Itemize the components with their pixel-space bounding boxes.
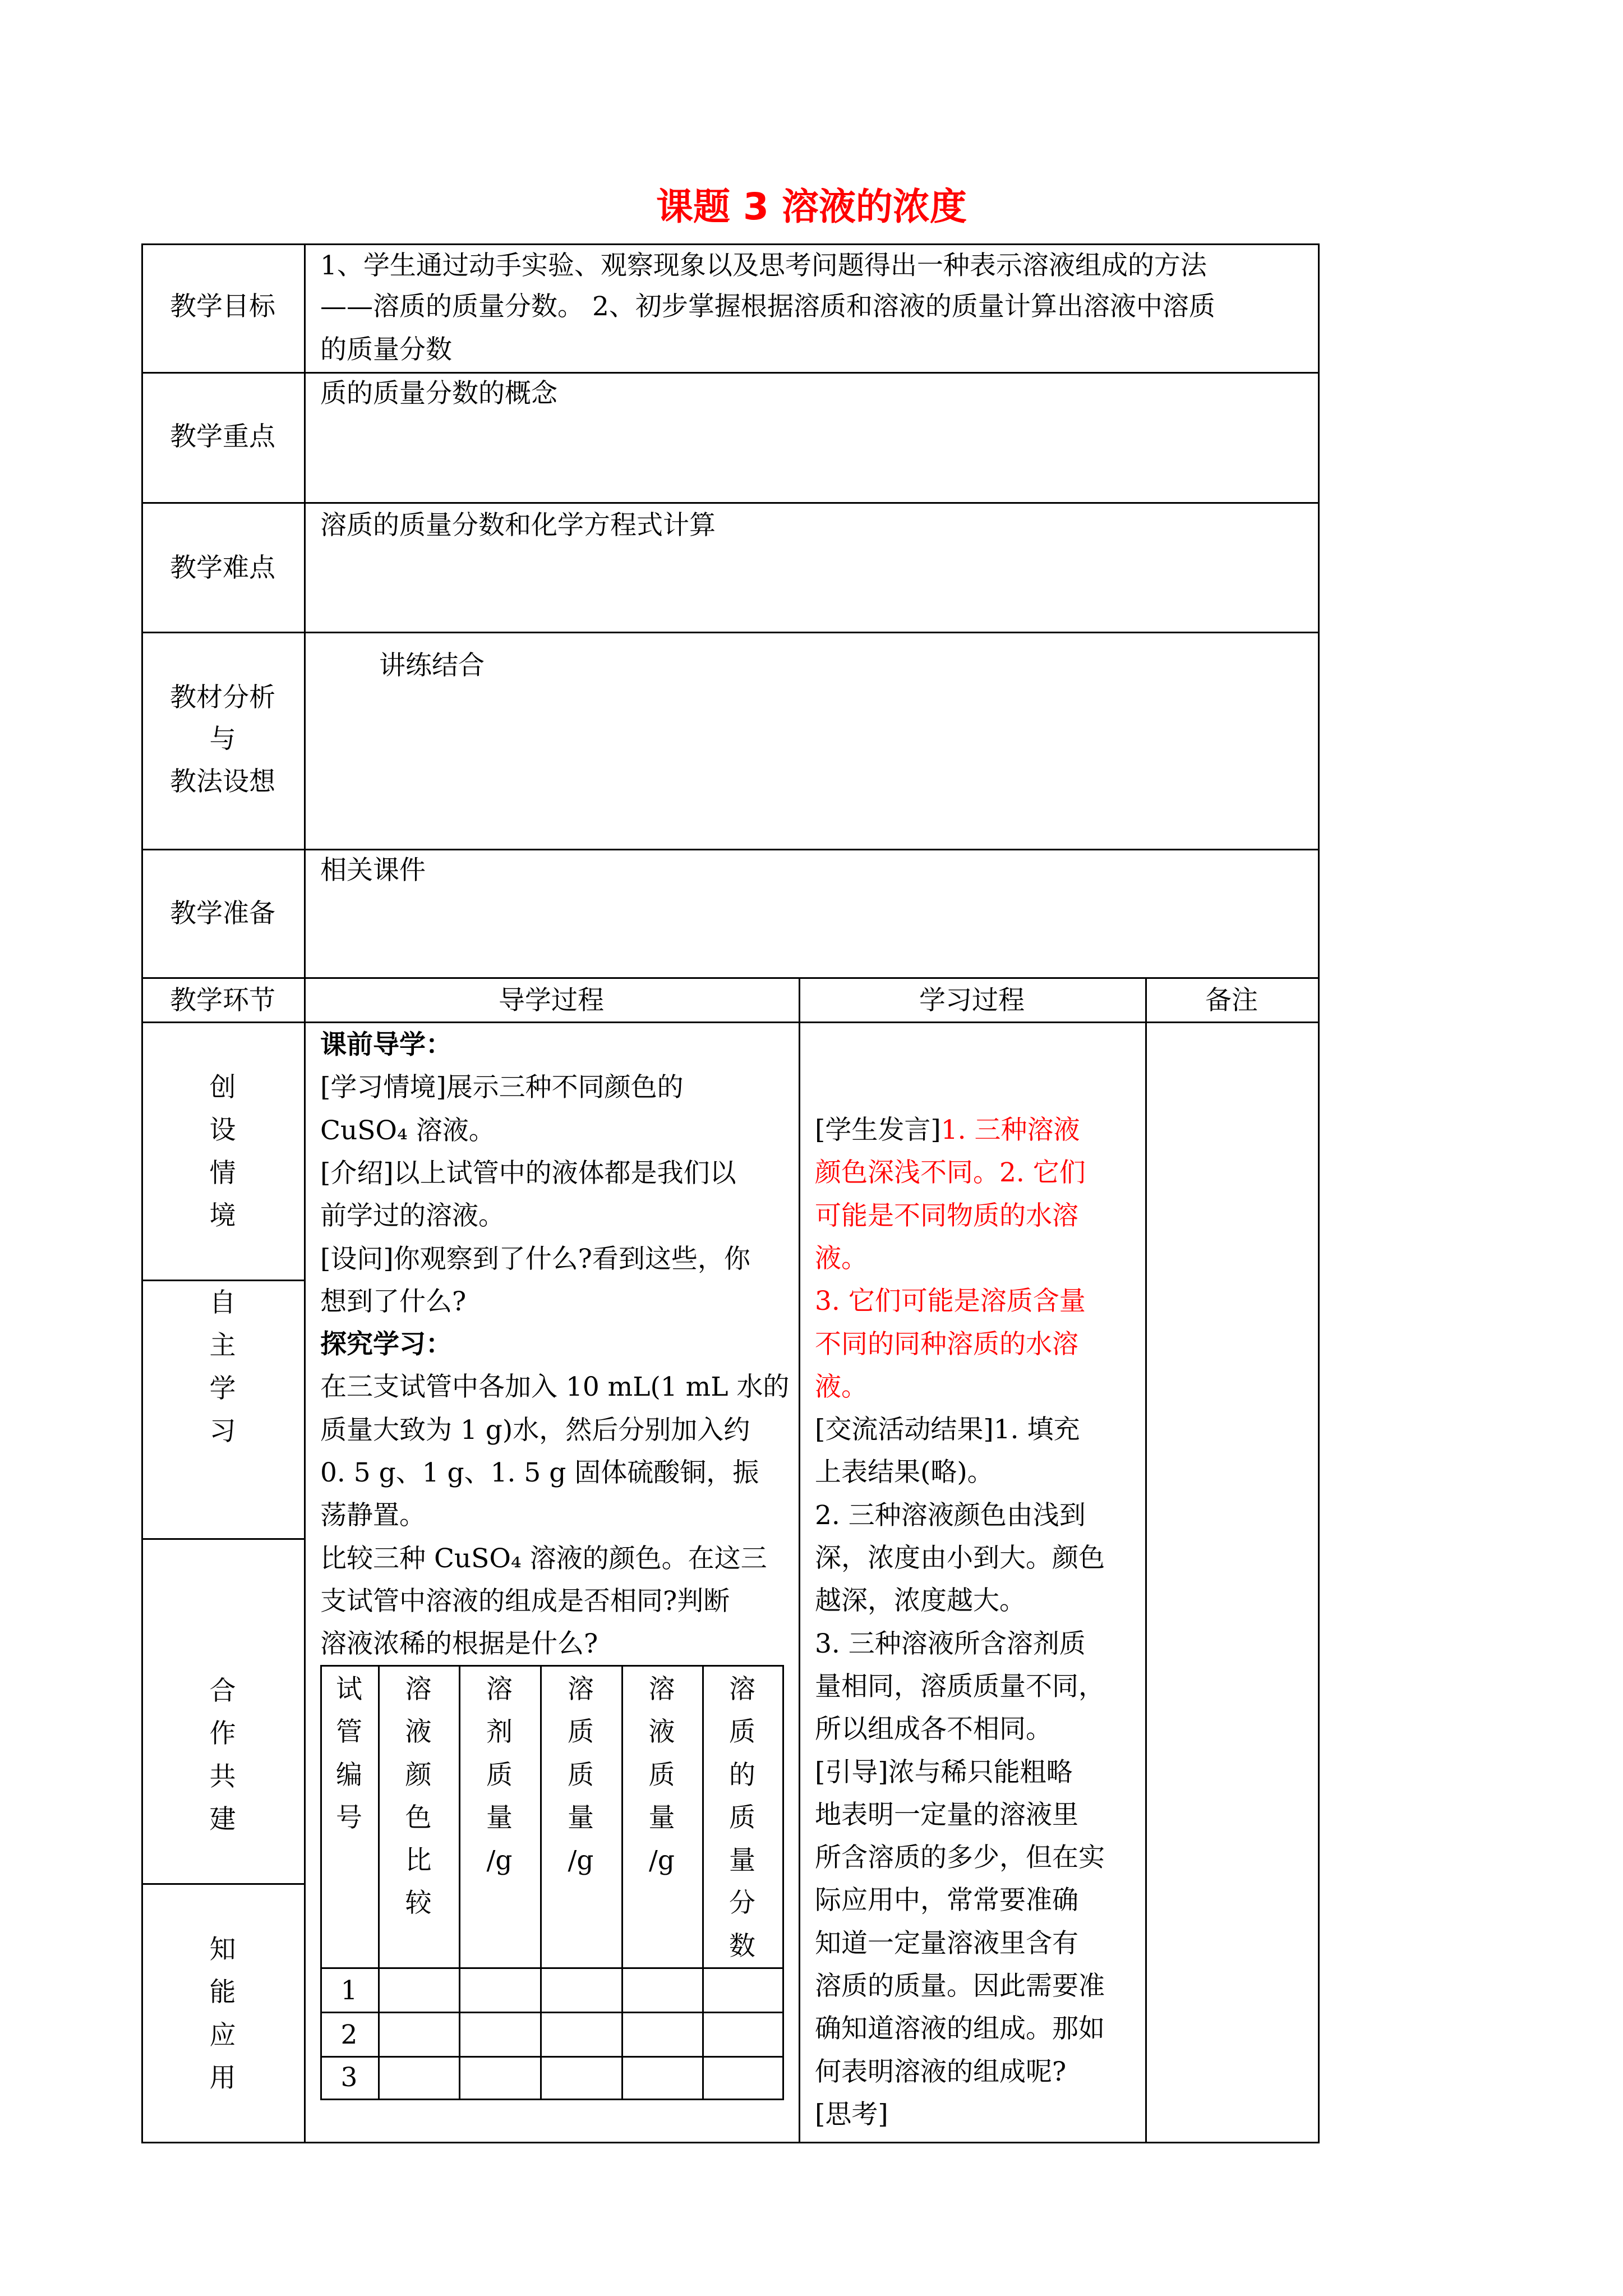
study-line: [815, 1366, 868, 1409]
inner-table-header: 溶质的质量分数: [729, 1674, 755, 1962]
table-rule: [141, 849, 1320, 850]
table-rule: [141, 502, 1320, 504]
stage-label: 自主学习: [209, 1287, 236, 1447]
study-line: [815, 1665, 1105, 1708]
column-header: 备注: [1205, 985, 1258, 1016]
text-segment: 上表结果(略)。: [815, 1457, 994, 1488]
study-line: [815, 2008, 1105, 2050]
guide-line: [320, 1195, 505, 1237]
inner-table-divider: [702, 1665, 704, 2099]
inner-table-header: 溶剂质量/g: [486, 1674, 513, 1876]
study-line: [815, 1623, 1086, 1665]
inner-table-header: 试管编号: [336, 1674, 362, 1833]
inner-table-rule: [320, 2099, 784, 2100]
study-line: [815, 1965, 1105, 2008]
text-segment: 深，浓度由小到大。颜色: [815, 1543, 1105, 1573]
inner-table-rule: [320, 2056, 784, 2058]
guide-line: [320, 1452, 759, 1494]
text-segment: [思考]: [815, 2099, 888, 2130]
guide-line: [320, 1494, 426, 1537]
study-line: [815, 1237, 868, 1280]
study-line: [815, 1708, 1052, 1751]
text-segment: 比较三种 CuSO₄ 溶液的颜色。在这三: [320, 1543, 767, 1574]
page-title: 课题 3 溶液的浓度: [656, 185, 967, 228]
row-content: 的质量分数: [320, 334, 452, 365]
row-label: 教材分析: [170, 682, 275, 713]
row-label: 教学重点: [170, 421, 275, 452]
text-segment: 课前导学：: [320, 1029, 452, 1060]
study-line: [815, 1794, 1078, 1837]
text-segment: 所以组成各不相同。: [815, 1714, 1052, 1745]
text-segment: 0. 5 g、1 g、1. 5 g 固体硫酸铜，振: [320, 1457, 759, 1488]
student-answer-text: 液。: [815, 1371, 868, 1402]
inner-table-divider: [378, 1665, 380, 2099]
inner-table-header: 溶质质量/g: [568, 1674, 594, 1876]
student-answer-text: 3. 它们可能是溶质含量: [815, 1286, 1086, 1317]
row-label: 教学准备: [170, 898, 275, 929]
study-line: [815, 2051, 1066, 2093]
study-line: [815, 2093, 888, 2136]
row-content: 相关课件: [320, 855, 426, 886]
study-line: [815, 1451, 994, 1494]
text-segment: [学习情境]展示三种不同颜色的: [320, 1072, 684, 1103]
text-segment: 3. 三种溶液所含溶剂质: [815, 1628, 1086, 1659]
stage-divider: [141, 1883, 304, 1885]
row-content: 讲练结合: [379, 650, 485, 681]
study-line: [815, 1751, 1073, 1794]
text-segment: 际应用中，常常要准确: [815, 1885, 1078, 1916]
text-segment: 想到了什么?: [320, 1286, 467, 1317]
text-segment: 知道一定量溶液里含有: [815, 1927, 1078, 1959]
table-rule: [141, 977, 1320, 979]
guide-line: [320, 1281, 466, 1323]
row-label: 教学难点: [170, 553, 275, 583]
guide-line: [320, 1366, 789, 1409]
study-line: [815, 1280, 1086, 1323]
study-line: [815, 1195, 1078, 1237]
inner-table-divider: [621, 1665, 623, 2099]
student-answer-text: 液。: [815, 1243, 868, 1274]
inner-table-header: 溶液质量/g: [648, 1674, 675, 1876]
text-segment: 探究学习：: [320, 1329, 452, 1360]
text-segment: 在三支试管中各加入 10 mL(1 mL 水的: [320, 1372, 790, 1403]
column-divider: [304, 243, 306, 2142]
student-answer-text: 颜色深浅不同。2. 它们: [815, 1157, 1086, 1189]
inner-table-divider: [782, 1665, 784, 2099]
guide-line: [320, 1110, 495, 1152]
inner-table-rule: [320, 2012, 784, 2013]
study-line: [815, 1537, 1105, 1580]
text-segment: 越深，浓度越大。: [815, 1585, 1026, 1617]
text-segment: 前学过的溶液。: [320, 1200, 505, 1232]
guide-line: [320, 1623, 598, 1665]
inner-table-divider: [459, 1665, 460, 2099]
guide-line: [320, 1538, 767, 1580]
text-segment: 2. 三种溶液颜色由浅到: [815, 1499, 1086, 1531]
inner-row-number: 2: [340, 2019, 358, 2050]
inner-table-rule: [320, 1967, 784, 1969]
inner-row-number: 3: [340, 2062, 358, 2093]
inner-row-number: 1: [340, 1975, 358, 2006]
row-label: 教学目标: [170, 291, 275, 322]
text-segment: [学生发言]: [815, 1115, 941, 1145]
row-content: 1、学生通过动手实验、观察现象以及思考问题得出一种表示溶液组成的方法: [320, 250, 1207, 281]
study-line: [815, 1323, 1078, 1366]
text-segment: 溶液浓稀的根据是什么?: [320, 1628, 598, 1660]
guide-line: [320, 1066, 684, 1109]
guide-line: [320, 1580, 730, 1623]
stage-label: 知能应用: [209, 1934, 236, 2093]
column-divider: [799, 977, 800, 2142]
table-rule: [141, 632, 1320, 633]
text-segment: 质量大致为 1 g)水，然后分别加入约: [320, 1414, 750, 1446]
guide-line: [320, 1323, 452, 1366]
study-line: [815, 1494, 1086, 1537]
text-segment: [设问]你观察到了什么?看到这些，你: [320, 1243, 750, 1274]
table-rule: [141, 372, 1320, 374]
row-label: 教法设想: [170, 766, 275, 797]
row-content: ——溶质的质量分数。 2、初步掌握根据溶质和溶液的质量计算出溶液中溶质: [320, 291, 1215, 322]
study-line: [815, 1879, 1078, 1922]
study-line: [815, 1409, 1080, 1451]
text-segment: 何表明溶液的组成呢?: [815, 2056, 1067, 2087]
table-border-left: [141, 243, 143, 2142]
text-segment: 所含溶质的多少，但在实: [815, 1842, 1105, 1874]
student-answer-text: 1. 三种溶液: [940, 1115, 1080, 1145]
text-segment: 量相同，溶质质量不同，: [815, 1671, 1105, 1702]
column-divider: [1145, 977, 1147, 2142]
study-line: [815, 1580, 1026, 1622]
row-label: 与: [209, 724, 236, 754]
study-line: [815, 1837, 1105, 1879]
stage-label: 合作共建: [209, 1676, 236, 1835]
study-line: [815, 1109, 1080, 1152]
text-segment: [交流活动结果]1. 填充: [815, 1414, 1080, 1446]
column-header: 学习过程: [919, 985, 1025, 1016]
table-border-right: [1318, 243, 1320, 2142]
text-segment: 确知道溶液的组成。那如: [815, 2013, 1105, 2045]
text-segment: 荡静置。: [320, 1500, 426, 1531]
guide-line: [320, 1152, 736, 1195]
inner-table-divider: [540, 1665, 542, 2099]
text-segment: CuSO₄ 溶液。: [320, 1115, 495, 1146]
table-rule: [141, 2142, 1320, 2143]
row-content: 质的质量分数的概念: [320, 378, 557, 409]
column-header: 教学环节: [170, 985, 275, 1016]
student-answer-text: 可能是不同物质的水溶: [815, 1200, 1078, 1231]
text-segment: 溶质的质量。因此需要准: [815, 1971, 1105, 2001]
guide-line: [320, 1238, 750, 1281]
row-content: 溶质的质量分数和化学方程式计算: [320, 510, 716, 541]
text-segment: [引导]浓与稀只能粗略: [815, 1756, 1073, 1788]
stage-divider: [141, 1280, 304, 1281]
guide-line: [320, 1409, 750, 1452]
student-answer-text: 不同的同种溶质的水溶: [815, 1328, 1078, 1360]
stage-divider: [141, 1538, 304, 1540]
inner-table-rule: [320, 1665, 784, 1667]
study-line: [815, 1922, 1078, 1965]
text-segment: [介绍]以上试管中的液体都是我们以: [320, 1157, 736, 1189]
stage-label: 创设情境: [209, 1072, 236, 1231]
column-header: 导学过程: [499, 985, 604, 1016]
guide-line: [320, 1024, 452, 1066]
text-segment: 地表明一定量的溶液里: [815, 1799, 1078, 1830]
study-line: [815, 1152, 1086, 1194]
inner-table-header: 溶液颜色比较: [405, 1674, 432, 1919]
text-segment: 支试管中溶液的组成是否相同?判断: [320, 1585, 730, 1617]
